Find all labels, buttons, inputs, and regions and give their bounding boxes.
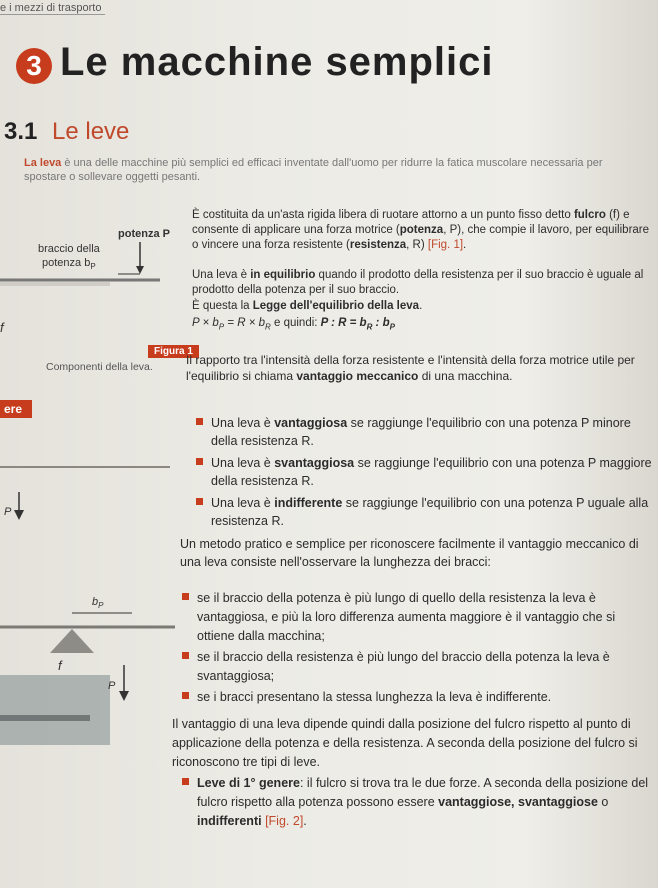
fig2-bp-sub: P	[98, 601, 104, 611]
def-t1: È costituita da un'asta rigida libera di ruotare attorno a un punto fisso detto	[192, 209, 574, 221]
intro-bold: La leva	[24, 157, 62, 169]
chapter-title: Le macchine semplici	[60, 40, 494, 84]
primo-genere-item	[182, 774, 652, 831]
eq-bold: in equilibrio	[250, 269, 316, 281]
pg-bold3: indifferenti	[197, 814, 262, 828]
left-fig-bar	[0, 466, 170, 468]
cases-list	[196, 414, 652, 530]
def-figref[interactable]: [Fig. 1]	[427, 239, 464, 251]
intro-paragraph	[24, 156, 644, 184]
fig2-lever-diagram	[0, 605, 175, 755]
formula-2: = R × b	[224, 317, 266, 329]
braccio-2: se i bracci presentano la stessa lunghezza la leva è indifferente.	[197, 690, 552, 704]
case-item	[196, 494, 652, 530]
vant-bold: vantaggio meccanico	[296, 369, 419, 383]
formula-3: P : R = b	[320, 317, 367, 329]
fig1-label-fulcro: f	[0, 320, 4, 335]
vant-t2: di una macchina.	[418, 369, 513, 383]
fig1-label-potenza: potenza P	[118, 228, 170, 240]
fig1-braccio-sub: P	[90, 262, 96, 272]
case-text	[211, 414, 652, 450]
case-2-pre: Una leva è	[211, 496, 275, 510]
bullet-icon	[182, 778, 189, 785]
bracci-list	[182, 589, 652, 707]
law-bold: Legge dell'equilibrio della leva	[252, 300, 420, 312]
fig1-caption: Componenti della leva.	[46, 361, 153, 373]
formula-2-sub: R	[265, 322, 271, 332]
fig1-tag: Figura 1	[148, 345, 199, 358]
fig2-photo-oar	[0, 715, 90, 721]
fig1-shadow	[0, 282, 110, 286]
def-t4: , R)	[406, 239, 428, 251]
fig1-arrowhead	[136, 266, 144, 274]
fig2-arrowhead	[119, 691, 129, 701]
case-0-post: se raggiunge l'equilibrio con una potenza P minore della resistenza R.	[211, 416, 631, 448]
side-tag-ere: ere	[0, 400, 32, 418]
fig2-fulcrum-triangle	[50, 629, 94, 653]
bullet-icon	[196, 498, 203, 505]
chapter-number-badge: 3	[16, 48, 52, 84]
pg-bold: Leve di 1° genere	[197, 776, 300, 790]
pg-text: : il fulcro si trova tra le due forze. A seconda della posizione del fulcro rispetto alla potenza possono essere	[197, 776, 649, 809]
case-2-bold: indifferente	[274, 496, 343, 510]
formula-4: : b	[372, 317, 390, 329]
formula-1: P × b	[192, 317, 219, 329]
case-1-bold: svantaggiosa	[274, 456, 355, 470]
formula-3-sub: R	[366, 322, 373, 332]
case-1-post: se raggiunge l'equilibrio con una potenza P maggiore della resistenza R.	[211, 456, 652, 488]
law-t2: .	[419, 300, 423, 312]
pg-mid: o	[597, 795, 609, 809]
case-text	[211, 454, 652, 490]
case-item	[196, 454, 652, 490]
left-fig-arrow	[12, 492, 26, 522]
braccio-item	[182, 589, 652, 646]
fig1-lever-diagram	[0, 230, 170, 350]
def-potenza: potenza	[399, 224, 444, 236]
fig1-braccio-text: potenza b	[42, 257, 91, 269]
braccio-1: se il braccio della resistenza è più lungo del braccio della potenza la leva è svantaggiosa;	[197, 650, 610, 683]
eq-t2: quando il prodotto della resistenza per il suo braccio è uguale al prodotto della potenza per il suo braccio.	[192, 269, 644, 296]
bullet-icon	[182, 652, 189, 659]
case-1-pre: Una leva è	[211, 456, 275, 470]
vant-t1: Il rapporto tra l'intensità della forza resistente e l'intensità della forza motrice utile per l'equilibrio si chiama	[186, 353, 635, 383]
bullet-icon	[182, 593, 189, 600]
eq-t1: Una leva è	[192, 269, 251, 281]
fig2-photo	[0, 675, 110, 745]
def-fulcro: fulcro	[573, 209, 606, 221]
braccio-0: se il braccio della potenza è più lungo di quello della resistenza la leva è vantaggiosa, e più la loro differenza aumenta maggiore è il vantaggio che si ottiene dalla macchina;	[197, 591, 616, 643]
left-fig-label-p: P	[4, 506, 12, 518]
law-formula	[192, 316, 650, 334]
case-text	[211, 494, 652, 530]
section-title: Le leve	[52, 118, 130, 145]
formula-mid: e quindi:	[270, 317, 321, 329]
section-number: 3.1	[4, 118, 38, 145]
def-t2: (f) e consente di applicare una forza motrice (	[192, 209, 630, 236]
equilibrium-paragraph	[192, 268, 650, 298]
fig2-label-f: f	[58, 658, 62, 673]
bullet-icon	[196, 458, 203, 465]
fig1-braccio-line1: braccio della	[38, 243, 100, 255]
metodo-paragraph: Un metodo pratico e semplice per riconoscere facilmente il vantaggio meccanico di una leva consiste nell'osservare la lunghezza dei bracci:	[180, 537, 639, 569]
braccio-item	[182, 688, 652, 707]
fig2-label-p: P	[108, 680, 116, 692]
bullet-icon	[182, 692, 189, 699]
law-t1: È questa la	[192, 300, 253, 312]
pg-bold2: vantaggiose, svantaggiose	[438, 795, 598, 809]
case-0-bold: vantaggiosa	[274, 416, 348, 430]
definition-paragraph	[192, 208, 650, 253]
primo-genere-bullet	[182, 774, 652, 831]
primo-genere-text	[197, 774, 652, 831]
case-item	[196, 414, 652, 450]
def-t3: , P), che compie il lavoro, per equilibrare o vincere una forza resistente (	[192, 224, 650, 251]
braccio-item	[182, 648, 652, 686]
law-paragraph	[192, 299, 650, 314]
case-2-post: se raggiunge l'equilibrio con una potenza P uguale alla resistenza R.	[211, 496, 649, 528]
def-t5: .	[463, 239, 467, 251]
running-header: e i mezzi di trasporto	[0, 2, 105, 15]
vantaggio-paragraph	[186, 352, 648, 384]
pg-figref[interactable]: [Fig. 2]	[265, 814, 304, 828]
fig2-bp: b	[92, 596, 99, 608]
def-resistenza: resistenza	[349, 239, 407, 251]
case-0-pre: Una leva è	[211, 416, 275, 430]
intro-text: è una delle macchine più semplici ed efficaci inventate dall'uomo per ridurre la fatica muscolare necessaria per spostare o sollevare oggetti pesanti.	[24, 157, 603, 183]
fulcro-paragraph: Il vantaggio di una leva dipende quindi dalla posizione del fulcro rispetto al punto di applicazione della potenza e della resistenza. A seconda della posizione del fulcro si riconoscono tre tipi di leve.	[172, 717, 638, 769]
pg-end: .	[303, 814, 307, 828]
bullet-icon	[196, 418, 203, 425]
formula-4-sub: P	[389, 322, 395, 332]
formula-1-sub: P	[218, 322, 225, 332]
